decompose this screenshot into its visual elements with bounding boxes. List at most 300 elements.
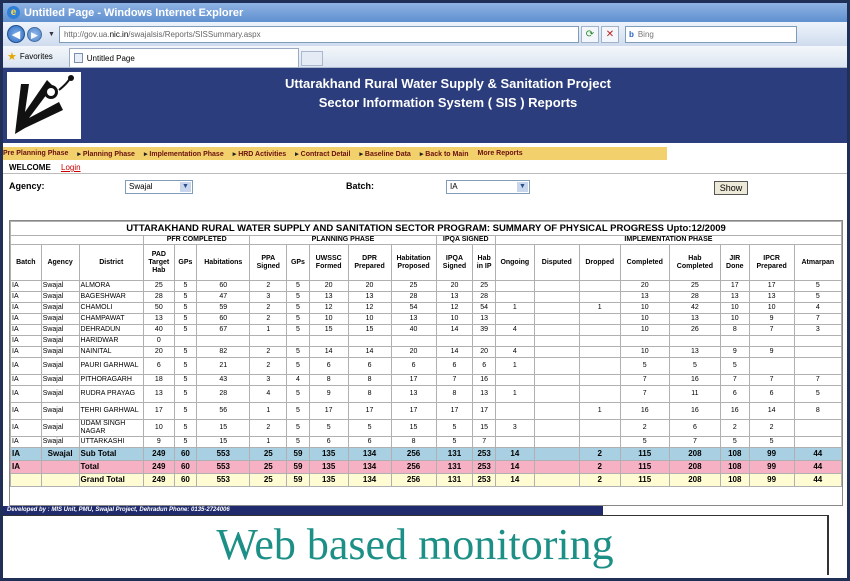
table-cell: 7 <box>749 325 794 336</box>
address-bar <box>3 22 847 46</box>
table-cell: 8 <box>348 386 391 403</box>
table-cell: 5 <box>174 292 197 303</box>
table-cell: 6 <box>348 437 391 448</box>
table-cell: 5 <box>287 314 310 325</box>
table-cell: 2 <box>579 461 620 474</box>
table-cell: 253 <box>473 474 496 487</box>
summary-table <box>10 221 842 487</box>
table-cell: Swajal <box>41 347 79 358</box>
table-cell: Swajal <box>41 420 79 437</box>
login-link[interactable]: Login <box>61 163 81 172</box>
divider <box>3 173 847 174</box>
show-button[interactable]: Show <box>714 181 748 195</box>
table-cell <box>749 358 794 375</box>
table-cell: 44 <box>794 474 841 487</box>
table-cell: 13 <box>473 314 496 325</box>
table-cell <box>534 303 579 314</box>
page-icon <box>74 53 83 63</box>
title-line-1: Uttarakhand Rural Water Supply & Sanitation Project <box>284 76 611 91</box>
table-cell <box>794 437 841 448</box>
table-cell: 7 <box>720 375 749 386</box>
table-cell: 5 <box>174 314 197 325</box>
table-cell: 39 <box>473 325 496 336</box>
table-cell: 9 <box>309 386 348 403</box>
table-cell: 1 <box>495 358 534 375</box>
table-cell <box>794 358 841 375</box>
column-header: JIR Done <box>720 245 749 281</box>
table-cell: 60 <box>174 461 197 474</box>
table-cell: 25 <box>250 474 287 487</box>
table-cell <box>495 336 534 347</box>
table-cell: 134 <box>348 474 391 487</box>
table-cell: 10 <box>620 347 669 358</box>
table-row <box>11 386 842 403</box>
table-cell <box>250 336 287 347</box>
table-cell <box>41 474 79 487</box>
table-cell: 99 <box>749 461 794 474</box>
table-cell: 8 <box>436 386 473 403</box>
table-cell: 10 <box>143 420 174 437</box>
table-cell: IA <box>11 437 42 448</box>
favorites-label: Favorites <box>19 51 53 61</box>
table-cell: 21 <box>197 358 250 375</box>
table-cell: 9 <box>720 347 749 358</box>
table-cell <box>534 314 579 325</box>
ie-logo-icon: e <box>7 6 20 19</box>
table-cell: 6 <box>309 358 348 375</box>
table-cell: 6 <box>309 437 348 448</box>
table-cell: 10 <box>436 314 473 325</box>
phase-spacer <box>11 236 144 245</box>
table-cell: Swajal <box>41 336 79 347</box>
table-cell: 13 <box>669 347 720 358</box>
menu-contract[interactable]: ▸ Contract Detail <box>295 150 350 158</box>
table-row <box>11 437 842 448</box>
table-cell <box>534 437 579 448</box>
table-cell: 6 <box>436 358 473 375</box>
table-cell: 60 <box>197 281 250 292</box>
menu-pre-planning[interactable]: Pre Planning Phase <box>3 150 69 157</box>
table-cell: 16 <box>669 403 720 420</box>
table-cell: 6 <box>143 358 174 375</box>
table-cell <box>495 437 534 448</box>
table-cell: 134 <box>348 448 391 461</box>
agency-value: Swajal <box>129 182 153 191</box>
star-icon: ★ <box>7 50 17 63</box>
column-header: UWSSC Formed <box>309 245 348 281</box>
table-cell: 1 <box>250 325 287 336</box>
new-tab-button[interactable] <box>301 51 323 66</box>
table-row <box>11 303 842 314</box>
column-headers <box>11 245 842 281</box>
table-cell <box>579 386 620 403</box>
table-cell: 17 <box>436 403 473 420</box>
table-cell: CHAMPAWAT <box>79 314 143 325</box>
table-cell: 0 <box>143 336 174 347</box>
url-input[interactable] <box>59 26 579 43</box>
column-header: Ongoing <box>495 245 534 281</box>
favorites-button[interactable] <box>7 47 53 65</box>
menu-planning[interactable]: ▸ Planning Phase <box>77 150 135 158</box>
table-row <box>11 292 842 303</box>
table-cell: 5 <box>794 281 841 292</box>
refresh-icon[interactable]: ⟳ <box>581 26 599 43</box>
title-line-2: Sector Information System ( SIS ) Reports <box>318 95 578 110</box>
table-cell <box>495 281 534 292</box>
table-cell <box>197 336 250 347</box>
table-cell: NAINITAL <box>79 347 143 358</box>
table-cell: 5 <box>620 437 669 448</box>
table-cell <box>287 336 310 347</box>
table-cell: 14 <box>309 347 348 358</box>
batch-select[interactable] <box>446 180 530 194</box>
main-menu <box>3 147 667 160</box>
menu-back-to-main[interactable]: ▸ Back to Main <box>420 150 469 158</box>
stop-icon[interactable]: ✕ <box>601 26 619 43</box>
table-cell <box>794 336 841 347</box>
table-cell: 10 <box>749 303 794 314</box>
table-cell: PAURI GARHWAL <box>79 358 143 375</box>
phase-implementation: IMPLEMENTATION PHASE <box>495 236 841 245</box>
table-cell: 6 <box>473 358 496 375</box>
table-cell <box>579 437 620 448</box>
table-cell: 2 <box>579 474 620 487</box>
table-cell <box>534 461 579 474</box>
table-cell: 5 <box>620 358 669 375</box>
table-cell: 7 <box>794 314 841 325</box>
column-header: GPs <box>287 245 310 281</box>
table-cell: 2 <box>250 303 287 314</box>
table-cell: 14 <box>495 448 534 461</box>
column-header: IPCR Prepared <box>749 245 794 281</box>
table-cell: 17 <box>720 281 749 292</box>
table-cell: 54 <box>391 303 436 314</box>
table-cell: Swajal <box>41 437 79 448</box>
table-cell: 131 <box>436 474 473 487</box>
table-cell: 20 <box>348 281 391 292</box>
table-cell: 553 <box>197 474 250 487</box>
column-header: DPR Prepared <box>348 245 391 281</box>
table-cell: 249 <box>143 448 174 461</box>
table-cell: 25 <box>473 281 496 292</box>
table-cell: 2 <box>250 358 287 375</box>
table-cell: 14 <box>436 325 473 336</box>
table-cell <box>794 347 841 358</box>
table-cell: 5 <box>174 347 197 358</box>
url-prefix: http://gov.ua. <box>63 29 110 39</box>
table-cell: Swajal <box>41 448 79 461</box>
table-cell: 60 <box>197 314 250 325</box>
table-cell: 15 <box>197 420 250 437</box>
table-cell <box>720 336 749 347</box>
table-cell: 3 <box>495 420 534 437</box>
table-cell: 4 <box>495 325 534 336</box>
table-cell: IA <box>11 314 42 325</box>
table-cell: 115 <box>620 474 669 487</box>
table-cell: 5 <box>348 420 391 437</box>
table-cell: 253 <box>473 461 496 474</box>
browser-tab[interactable] <box>69 48 299 67</box>
table-cell: 43 <box>197 375 250 386</box>
table-row <box>11 325 842 336</box>
table-cell <box>348 336 391 347</box>
table-cell <box>11 474 42 487</box>
table-cell: 6 <box>720 386 749 403</box>
table-cell <box>41 461 79 474</box>
column-header: Disputed <box>534 245 579 281</box>
table-cell: 1 <box>250 403 287 420</box>
table-cell: 7 <box>620 386 669 403</box>
table-cell <box>534 375 579 386</box>
table-cell: 6 <box>749 386 794 403</box>
table-cell <box>473 336 496 347</box>
table-cell: 5 <box>287 403 310 420</box>
table-cell: 14 <box>348 347 391 358</box>
table-cell: 135 <box>309 461 348 474</box>
table-cell: 5 <box>174 303 197 314</box>
table-cell <box>391 336 436 347</box>
table-cell: 1 <box>579 303 620 314</box>
table-cell: 60 <box>174 474 197 487</box>
window-title: Untitled Page - Windows Internet Explorer <box>24 6 244 19</box>
table-cell <box>534 358 579 375</box>
table-cell: 5 <box>174 281 197 292</box>
table-cell: 5 <box>436 420 473 437</box>
table-cell <box>534 292 579 303</box>
menu-implementation[interactable]: ▸ Implementation Phase <box>144 150 224 158</box>
column-header: PAD Target Hab <box>143 245 174 281</box>
page-content <box>3 68 847 578</box>
chevron-down-icon: ▼ <box>517 182 528 192</box>
chevron-down-icon: ▼ <box>180 182 191 192</box>
table-cell: 13 <box>391 314 436 325</box>
table-row <box>11 358 842 375</box>
menu-baseline[interactable]: ▸ Baseline Data <box>359 150 410 158</box>
table-cell: 12 <box>309 303 348 314</box>
title-bar <box>3 3 847 22</box>
table-cell: 13 <box>620 292 669 303</box>
table-cell: 4 <box>287 375 310 386</box>
table-cell: 2 <box>250 314 287 325</box>
table-cell: 99 <box>749 448 794 461</box>
table-cell: 59 <box>287 448 310 461</box>
batch-label: Batch: <box>346 181 375 191</box>
table-cell: 5 <box>309 420 348 437</box>
table-cell: 5 <box>287 303 310 314</box>
table-cell: 249 <box>143 474 174 487</box>
table-cell: 5 <box>287 437 310 448</box>
table-cell: 5 <box>794 292 841 303</box>
column-header: Batch <box>11 245 42 281</box>
table-cell <box>579 347 620 358</box>
column-header: Completed <box>620 245 669 281</box>
table-cell: 54 <box>473 303 496 314</box>
table-cell: 10 <box>720 303 749 314</box>
report-table-container <box>9 220 843 506</box>
table-cell: 2 <box>250 281 287 292</box>
table-body <box>11 281 842 487</box>
table-cell: 256 <box>391 461 436 474</box>
page-title <box>103 74 793 112</box>
history-dropdown-icon[interactable]: ▼ <box>48 30 55 38</box>
table-cell <box>534 474 579 487</box>
table-cell: Swajal <box>41 314 79 325</box>
table-cell: 6 <box>669 420 720 437</box>
table-cell: 5 <box>287 420 310 437</box>
search-input[interactable] <box>625 26 797 43</box>
table-cell: 2 <box>720 420 749 437</box>
table-cell: IA <box>11 448 42 461</box>
table-cell: 2 <box>579 448 620 461</box>
table-cell: 131 <box>436 448 473 461</box>
table-cell: 208 <box>669 474 720 487</box>
table-cell: Swajal <box>41 386 79 403</box>
bing-icon: b <box>628 29 634 39</box>
table-cell: 5 <box>174 403 197 420</box>
table-cell: 5 <box>287 325 310 336</box>
column-header: IPQA Signed <box>436 245 473 281</box>
table-cell: UTTARKASHI <box>79 437 143 448</box>
table-cell: 13 <box>143 386 174 403</box>
batch-value: IA <box>450 182 458 191</box>
table-cell: 13 <box>473 386 496 403</box>
table-cell: 1 <box>579 403 620 420</box>
table-cell: 20 <box>391 347 436 358</box>
table-cell <box>579 325 620 336</box>
table-cell: 17 <box>749 281 794 292</box>
table-cell: IA <box>11 347 42 358</box>
table-cell: 10 <box>720 314 749 325</box>
table-cell: IA <box>11 303 42 314</box>
table-cell: 553 <box>197 448 250 461</box>
caption-text: Web based monitoring <box>216 520 614 569</box>
table-cell: 108 <box>720 448 749 461</box>
table-cell: 135 <box>309 474 348 487</box>
menu-hrd[interactable]: ▸ HRD Activities <box>233 150 286 158</box>
report-title: UTTARAKHAND RURAL WATER SUPPLY AND SANITATION SECTOR PROGRAM: SUMMARY OF PHYSICAL PROGRESS Upto:12/2009 <box>11 222 842 236</box>
back-arrow-icon[interactable]: ◀ <box>7 25 25 43</box>
table-cell: 4 <box>495 347 534 358</box>
table-cell: 59 <box>197 303 250 314</box>
table-cell: 56 <box>197 403 250 420</box>
table-cell: 15 <box>348 325 391 336</box>
table-cell: 25 <box>143 281 174 292</box>
agency-label: Agency: <box>9 181 45 191</box>
forward-arrow-icon[interactable]: ▶ <box>27 27 42 42</box>
grand-total-row <box>11 474 842 487</box>
table-cell: 2 <box>250 420 287 437</box>
table-cell: 5 <box>287 386 310 403</box>
table-cell: 15 <box>391 420 436 437</box>
phase-ipqa: IPQA SIGNED <box>436 236 495 245</box>
table-cell <box>749 336 794 347</box>
menu-more-reports[interactable]: More Reports <box>477 150 523 157</box>
table-cell: IA <box>11 292 42 303</box>
table-cell: 11 <box>669 386 720 403</box>
table-cell: 9 <box>143 437 174 448</box>
table-cell: 16 <box>473 375 496 386</box>
table-cell: 2 <box>250 347 287 358</box>
table-cell: 17 <box>143 403 174 420</box>
table-cell: 17 <box>473 403 496 420</box>
table-cell: 17 <box>391 403 436 420</box>
table-cell: 553 <box>197 461 250 474</box>
table-cell: 15 <box>197 437 250 448</box>
table-cell: 28 <box>197 386 250 403</box>
table-cell: IA <box>11 420 42 437</box>
table-cell <box>534 420 579 437</box>
table-cell: 59 <box>287 461 310 474</box>
table-cell: 60 <box>174 448 197 461</box>
table-cell: 3 <box>250 375 287 386</box>
table-cell: 115 <box>620 448 669 461</box>
table-cell: 5 <box>174 375 197 386</box>
table-cell: 44 <box>794 448 841 461</box>
table-cell: Swajal <box>41 303 79 314</box>
table-cell: 4 <box>794 303 841 314</box>
table-cell: 10 <box>620 314 669 325</box>
table-cell: 4 <box>250 386 287 403</box>
table-cell: DEHRADUN <box>79 325 143 336</box>
url-path: /swajalsis/Reports/SISSummary.aspx <box>128 29 261 39</box>
table-cell: 6 <box>348 358 391 375</box>
table-cell: Swajal <box>41 358 79 375</box>
table-cell: 47 <box>197 292 250 303</box>
table-cell: IA <box>11 375 42 386</box>
table-cell: Swajal <box>41 281 79 292</box>
table-cell: IA <box>11 336 42 347</box>
table-cell: 5 <box>174 437 197 448</box>
table-cell: 1 <box>495 303 534 314</box>
table-cell: 82 <box>197 347 250 358</box>
column-header: Hab in IP <box>473 245 496 281</box>
table-cell <box>579 336 620 347</box>
table-cell: 25 <box>669 281 720 292</box>
table-cell: BAGESHWAR <box>79 292 143 303</box>
table-cell <box>534 448 579 461</box>
table-cell: TEHRI GARHWAL <box>79 403 143 420</box>
table-cell: 9 <box>749 314 794 325</box>
table-cell: 5 <box>287 292 310 303</box>
table-cell: 40 <box>391 325 436 336</box>
table-cell: 25 <box>250 461 287 474</box>
table-cell: 5 <box>720 437 749 448</box>
table-cell: 16 <box>620 403 669 420</box>
table-cell: 28 <box>669 292 720 303</box>
table-cell: 28 <box>143 292 174 303</box>
table-cell <box>534 386 579 403</box>
tab-title: Untitled Page <box>86 53 135 63</box>
agency-select[interactable] <box>125 180 193 194</box>
footer-bar: Developed by : MIS Unit, PMU, Swajal Project, Dehradun Phone: 0135-2724006 <box>3 506 603 515</box>
table-cell: 13 <box>348 292 391 303</box>
table-cell: 5 <box>669 358 720 375</box>
phase-pfr: PFR COMPLETED <box>143 236 249 245</box>
table-cell: 20 <box>436 281 473 292</box>
table-cell: 2 <box>749 420 794 437</box>
table-cell <box>620 336 669 347</box>
table-cell: 7 <box>749 375 794 386</box>
table-cell: 208 <box>669 461 720 474</box>
column-header: Hab Completed <box>669 245 720 281</box>
table-cell: UDAM SINGH NAGAR <box>79 420 143 437</box>
table-cell: 28 <box>473 292 496 303</box>
table-cell: 25 <box>250 448 287 461</box>
column-header: Agency <box>41 245 79 281</box>
table-cell: 8 <box>720 325 749 336</box>
table-cell: RUDRA PRAYAG <box>79 386 143 403</box>
table-cell: 5 <box>749 437 794 448</box>
